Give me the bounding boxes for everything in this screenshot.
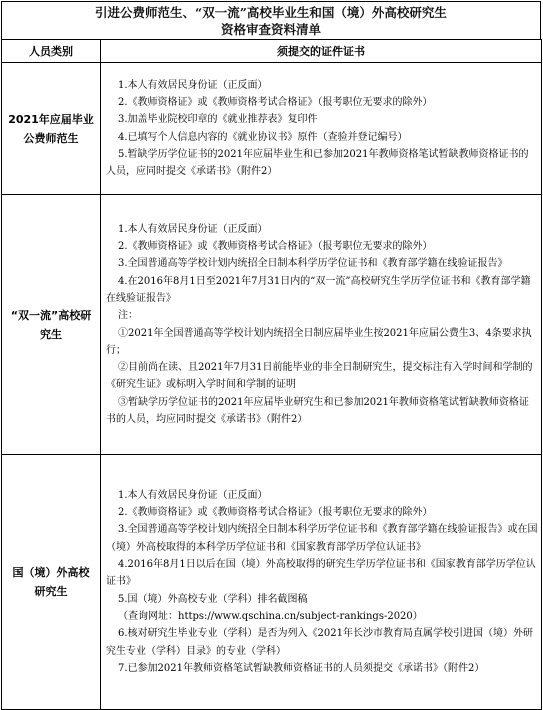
title-line-1: 引进公费师范生、“双一流”高校毕业生和国（境）外高校研究生 <box>95 5 447 20</box>
list-item: 2.《教师资格证》或《教师资格考试合格证》（报考职位无要求的除外） <box>118 507 433 519</box>
query-url: （查询网址：https://www.qschina.cn/subject-rankings-2020） <box>118 610 423 622</box>
list-item: 4.已填写个人信息内容的《就业协议书》原件（查验并登记编号） <box>118 131 408 143</box>
list-item: 3.全国普通高等学校计划内统招全日制本科学历学位证书和《教育部学籍在线验证报告》 <box>118 258 508 270</box>
list-item: ②目前尚在读、且2021年7月31日前能毕业的非全日制研究生，提交标注有入学时间和学制的《研究生证》或标明入学时间和学制的证明 <box>106 362 533 391</box>
documents-cell <box>101 455 542 710</box>
list-item: 5.暂缺学历学位证书的2021年应届毕业生和已参加2021年教师资格笔试暂缺教师资格证书的人员，应同时提交《承诺书》（附件2） <box>106 148 529 178</box>
table-row <box>2 63 542 195</box>
table-header-row <box>2 40 542 63</box>
list-item: 5.国（境）外高校专业（学科）排名截图稿 <box>118 593 308 605</box>
table-row <box>2 455 542 710</box>
category-cell: 2021年应届毕业公费师范生 <box>2 63 101 195</box>
title-line-2: 资格审查资料清单 <box>220 22 321 37</box>
table-row <box>2 195 542 455</box>
list-item: ①2021年全国普通高等学校计划内统招全日制应届毕业生按2021年应届公费生3、4条要求执行； <box>106 327 532 356</box>
list-item: 2.《教师资格证》或《教师资格考试合格证》（报考职位无要求的除外） <box>118 96 433 108</box>
list-item: 1.本人有效居民身份证（正反面） <box>118 223 268 235</box>
document-title <box>1 1 541 39</box>
category-cell: 国（境）外高校研究生 <box>2 455 101 710</box>
category-cell: “双一流”高校研究生 <box>2 195 101 455</box>
header-documents: 须提交的证件证书 <box>101 40 542 63</box>
list-item: 7.已参加2021年教师资格笔试暂缺教师资格证书的人员须提交《承诺书》（附件2） <box>118 662 485 674</box>
list-item: 3.全国普通高等学校计划内统招全日制本科学历学位证书和《教育部学籍在线验证报告》或在国（境）外高校取得的本科学历学位证书和《国家教育部学历学位认证书》 <box>106 524 538 553</box>
document-page <box>1 1 541 708</box>
list-item: 4.在2016年8月1日至2021年7月31日内的“双一流”高校研究生学历学位证书和《教育部学籍在线验证报告》 <box>106 275 531 304</box>
list-item: 4.2016年8月1日以后在国（境）外高校取得的研究生学历学位证书和《国家教育部学历学位认证书》 <box>106 559 536 588</box>
header-category: 人员类别 <box>2 40 101 63</box>
documents-cell <box>101 195 542 455</box>
list-item: 3.加盖毕业院校印章的《就业推荐表》复印件 <box>118 114 318 126</box>
list-item: 6.核对研究生毕业专业（学科）是否为列入《2021年长沙市教育局直属学校引进国（境）外研究生专业（学科）目录》的专业（学科） <box>106 628 533 657</box>
list-item: ③暂缺学历学位证书的2021年应届毕业研究生和已参加2021年教师资格笔试暂缺教师资格证书的人员，均应同时提交《承诺书》（附件2） <box>106 396 529 425</box>
list-item: 2.《教师资格证》或《教师资格考试合格证》（报考职位无要求的除外） <box>118 241 433 253</box>
list-item: 1.本人有效居民身份证（正反面） <box>118 79 268 91</box>
requirements-table <box>1 39 542 710</box>
note-label: 注： <box>118 310 138 322</box>
list-item: 1.本人有效居民身份证（正反面） <box>118 489 268 501</box>
documents-cell <box>101 63 542 195</box>
